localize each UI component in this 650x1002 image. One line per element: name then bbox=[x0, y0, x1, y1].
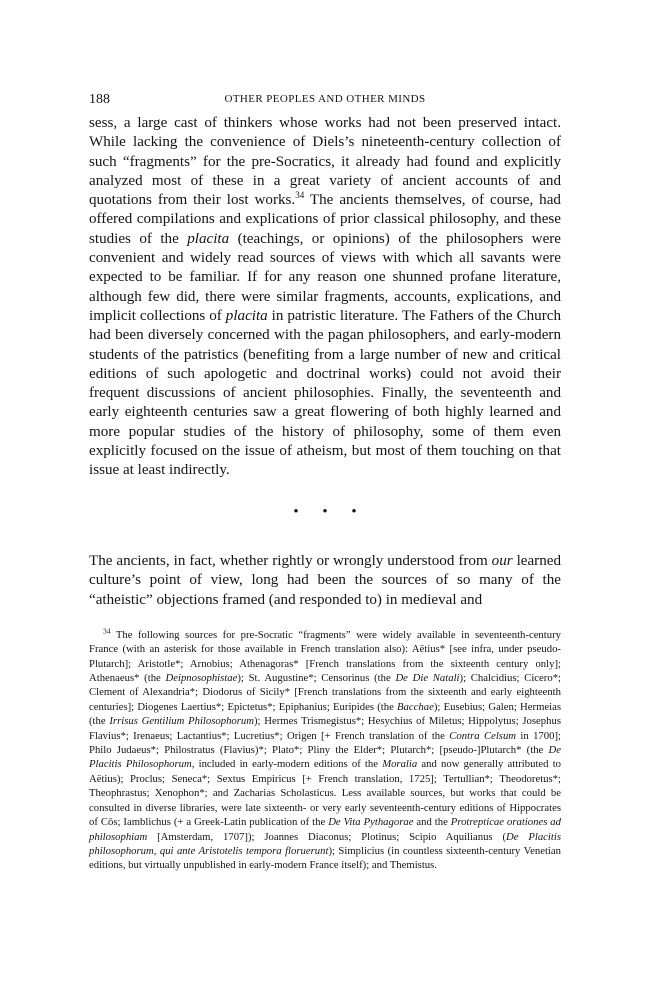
text-run: (teachings, or opinions) of the philosophers were convenient and widely read sources of views with which all savants were expected to be familiar. If for any reason one shunned profane literature, although few did, there were similar fragments, accounts, explications, and implicit collections of bbox=[89, 230, 561, 324]
italic-text: Contra Celsum bbox=[449, 729, 517, 742]
paragraph-2 bbox=[89, 552, 561, 610]
text-run: ); Eusebius; Galen; Hermeias (the bbox=[89, 700, 562, 728]
text-run: , included in early-modern editions of the bbox=[191, 758, 383, 771]
text-run: ); Simplicius (in countless sixteenth-century Venetian editions, but virtually unpublished in early-modern France itself); and Themistus. bbox=[89, 844, 561, 872]
italic-text: De Placitis philosophorum, qui ante Aristotelis tempora floruerunt bbox=[89, 830, 561, 857]
italic-text: Moralia bbox=[382, 758, 418, 771]
text-run: sess, a large cast of thinkers whose works had not been preserved intact. While lacking the convenience of Diels’s nineteenth-century collection of such “fragments” for the pre-Socratics, it already had found and explicitly analyzed most of these in a great variety of ancient accounts of and quotations from their lost works. bbox=[89, 115, 561, 209]
text-run: ); St. Augustine*; Censorinus (the bbox=[237, 672, 396, 685]
italic-text: De Die Natali bbox=[395, 672, 460, 685]
text-run: The ancients themselves, of course, had offered compilations and explications of prior classical philosophy, and these studies of the bbox=[89, 192, 561, 247]
italic-text: Bacchae bbox=[397, 700, 434, 713]
running-head: OTHER PEOPLES AND OTHER MINDS bbox=[224, 93, 426, 105]
italic-text: De Vita Pythagorae bbox=[328, 816, 414, 829]
italic-text: placita bbox=[225, 307, 268, 324]
footnote-34 bbox=[89, 628, 561, 873]
italic-text: Irrisus Gentilium Philosophorum bbox=[109, 715, 254, 728]
page-number: 188 bbox=[89, 92, 110, 107]
text-run: [Amsterdam, 1707]); Joannes Diaconus; Plotinus; Scipio Aquilianus ( bbox=[147, 830, 507, 843]
italic-text: Protrepticae orationes ad philosophiam bbox=[89, 816, 561, 843]
footnote-marker: 34 bbox=[103, 626, 111, 636]
text-run: and now generally attributed to Aëtius); Proclus; Seneca*; Sextus Empiricus [+ French translation, 1725]; Tertullian*; Theodoretus*; Theophrastus; Xenophon*; and Zacharias Scholasticus. Less available sources, but works that could be consulted in diverse libraries, were late sixteenth- or very early seventeenth-century editions of Hippocrates of Cōs; Iamblichus (+ a Greek-Latin publication of the bbox=[89, 758, 562, 829]
text-run: learned culture’s point of view, long had been the sources of so many of the “atheistic” objections framed (and responded to) in medieval and bbox=[89, 552, 562, 608]
footnote-body bbox=[89, 629, 561, 872]
italic-text: placita bbox=[187, 230, 230, 247]
text-run: The ancients, in fact, whether rightly or wrongly understood from bbox=[89, 552, 492, 569]
text-run: and the bbox=[413, 816, 451, 829]
italic-text: Deipnosophistae bbox=[165, 672, 238, 685]
text-run: The following sources for pre-Socratic “fragments” were widely available in seventeenth-century France (with an asterisk for those available in French translation also): Aëtius* [see infra, under pseudo-Plutarch]; Aristotle*; Arnobius; Athenagoras* [French translations from the sixteenth century only]; Athenaeus* (the bbox=[89, 628, 561, 685]
footnote-reference: 34 bbox=[295, 190, 305, 201]
italic-text: De Placitis Philosophorum bbox=[89, 744, 561, 771]
text-run: ); Hermes Trismegistus*; Hesychius of Miletus; Hippolytus; Josephus Flavius*; Irenaeus; Lactantius*; Lucretius*; Origen [+ French translation of the bbox=[89, 715, 561, 742]
text-run: in patristic literature. The Fathers of the Church had been diversely concerned with the pagan philosophers, and early-modern students of the patristics (benefiting from a large number of new and critical editions of such apologetic and doctrinal works) could not avoid their frequent discussions of ancient philosophies. Finally, the seventeenth and early eighteenth centuries saw a great flowering of both highly learned and more popular studies of the history of philosophy, some of them even explicitly focused on the issue of atheism, but most of them touching on that issue at least indirectly. bbox=[89, 307, 562, 479]
body-text bbox=[89, 114, 561, 610]
text-run: ); Chalcidius; Cicero*; Clement of Alexandria*; Diodorus of Sicily* [French translations from the sixteenth and early eighteenth centuries]; Diogenes Laertius*; Epictetus*; Epiphanius; Euripides (the bbox=[89, 672, 562, 713]
italic-text: our bbox=[491, 552, 513, 569]
section-separator: • • • bbox=[293, 503, 367, 520]
text-run: in 1700]; Philo Judaeus*; Philostratus (Flavius)*; Plato*; Pliny the Elder*; Plutarch*; [pseudo-]Plutarch* (the bbox=[89, 729, 561, 757]
footnote-text bbox=[89, 628, 561, 873]
book-page bbox=[89, 92, 561, 873]
page-header bbox=[89, 92, 561, 112]
paragraph-1 bbox=[89, 114, 561, 481]
